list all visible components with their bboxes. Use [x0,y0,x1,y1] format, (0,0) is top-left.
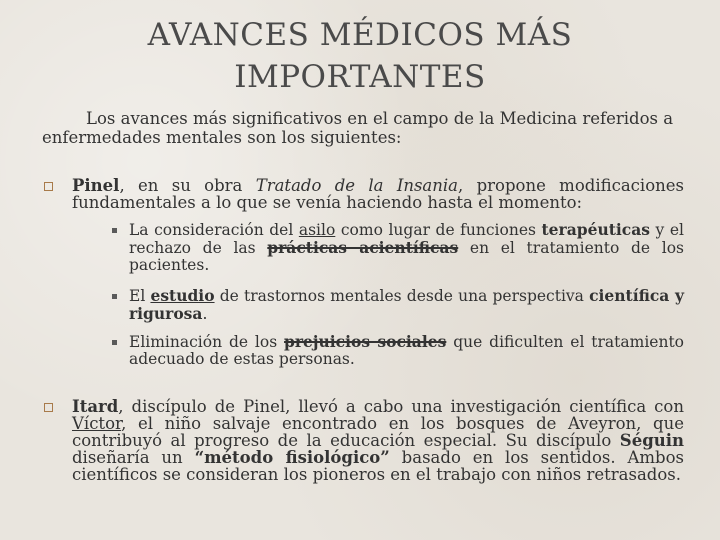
item-terapeuticas: terapéuticas [541,220,650,239]
itard-metodo: “método fisiológico” [194,448,390,467]
sub-bullet-icon [112,340,117,345]
itard-victor: Víctor [72,414,122,433]
pinel-work: Tratado de la Insania [255,176,459,195]
itard-paragraph [72,398,684,483]
item-text: Eliminación de los [129,333,285,351]
itard-text-2: , el niño salvaje encontrado en los bosques de Aveyron, que contribuyó al progreso de la educación especial. Su discípulo [72,414,684,450]
slide-title: AVANCES MÉDICOS MÁS IMPORTANTES [147,17,573,95]
item-text: que dificulten el tratamiento adecuado de estas personas. [129,333,684,368]
item-cientifica: científica y rigurosa [129,286,684,323]
itard-seguin: Séguin [619,431,684,450]
itard-text-3: diseñaría un [72,448,195,467]
intro-paragraph [42,109,692,147]
item-prejuicios: prejuicios sociales [284,332,447,351]
pinel-text-1: , en su obra [119,176,256,195]
pinel-item-asilo [129,221,684,274]
pinel-item-prejuicios [129,333,684,368]
bullet-box-icon [44,182,53,191]
bullet-box-icon [44,403,53,412]
item-text: . [202,305,208,323]
item-text: y el rechazo de las [129,221,684,257]
item-text: en el tratamiento de los pacientes. [129,239,684,274]
item-estudio: estudio [150,286,215,305]
itard-name: Itard [72,397,119,416]
item-practicas: prácticas acientíficas [267,238,459,257]
sub-bullet-icon [112,294,117,299]
pinel-paragraph [72,177,684,211]
pinel-name: Pinel [72,176,120,195]
item-asilo: asilo [298,221,336,239]
itard-text-1: , discípulo de Pinel, llevó a cabo una investigación científica con [118,397,684,416]
itard-text-4: basado en los sentidos. Ambos científicos se consideran los pioneros en el trabajo con niños retrasados. [72,448,685,484]
sub-bullet-icon [112,228,117,233]
item-text: La consideración del [129,221,299,239]
item-text: como lugar de funciones [335,221,542,239]
item-text: El [129,287,151,305]
intro-text: Los avances más significativos en el campo de la Medicina referidos a enfermedades mentales son los siguientes: [42,109,674,147]
pinel-item-estudio [129,287,684,323]
item-text: de trastornos mentales desde una perspectiva [214,287,590,305]
pinel-text-2: , propone modificaciones fundamentales a lo que se venía haciendo hasta el momento: [72,176,684,212]
